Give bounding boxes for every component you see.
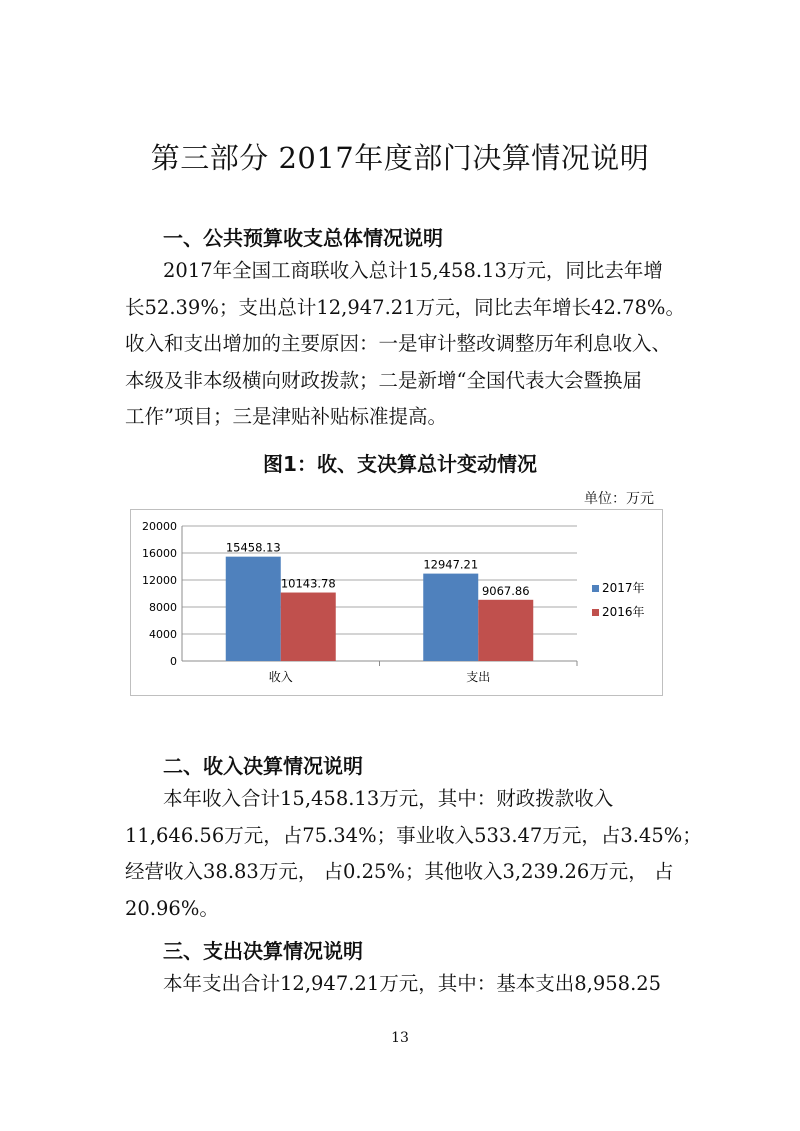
chart-frame xyxy=(131,510,663,696)
paragraph-line: 20.96%。 xyxy=(125,896,219,920)
x-tick-label: 支出 xyxy=(466,670,491,684)
legend-swatch xyxy=(592,585,599,592)
legend-swatch xyxy=(592,609,599,616)
y-tick-label: 20000 xyxy=(142,520,177,533)
legend-label: 2017年 xyxy=(602,581,645,595)
page-number: 13 xyxy=(391,1030,409,1046)
data-label: 12947.21 xyxy=(423,557,479,572)
bar-2017 xyxy=(423,574,478,661)
section3-heading: 三、支出决算情况说明 xyxy=(163,939,363,963)
paragraph-line: 长52.39%；支出总计12,947.21万元，同比去年增长42.78%。 xyxy=(125,295,685,319)
data-label: 9067.86 xyxy=(481,583,530,598)
bar-2016 xyxy=(478,600,533,661)
section2-heading: 二、收入决算情况说明 xyxy=(163,754,363,778)
y-tick-label: 4000 xyxy=(149,628,177,641)
bar-chart xyxy=(130,509,663,696)
paragraph-line: 本年收入合计15,458.13万元，其中：财政拨款收入 xyxy=(163,787,614,810)
y-tick-label: 0 xyxy=(170,655,177,668)
paragraph-line: 经营收入38.83万元， 占0.25%；其他收入3,239.26万元， 占 xyxy=(125,860,674,883)
paragraph-line: 本年支出合计12,947.21万元，其中：基本支出8,958.25 xyxy=(163,972,662,995)
data-label: 10143.78 xyxy=(280,576,336,591)
data-label: 15458.13 xyxy=(225,540,281,555)
legend-label: 2016年 xyxy=(602,605,645,619)
section3-paragraph xyxy=(125,966,685,1003)
bar-2016 xyxy=(281,593,336,661)
y-tick-label: 16000 xyxy=(142,547,177,560)
section1-heading: 一、公共预算收支总体情况说明 xyxy=(163,226,443,250)
paragraph-line: 工作”项目；三是津贴补贴标准提高。 xyxy=(125,405,447,428)
paragraph-line: 收入和支出增加的主要原因：一是审计整改调整历年利息收入、 xyxy=(125,332,672,355)
paragraph-line: 11,646.56万元，占75.34%；事业收入533.47万元，占3.45%； xyxy=(125,823,702,847)
section2-paragraph xyxy=(125,781,702,927)
section1-paragraph xyxy=(125,253,685,436)
page-title: 第三部分 2017年度部门决算情况说明 xyxy=(150,141,650,175)
unit-label: 单位：万元 xyxy=(584,491,654,507)
figure-title: 图1：收、支决算总计变动情况 xyxy=(263,452,537,476)
x-tick-label: 收入 xyxy=(268,670,293,684)
y-tick-label: 12000 xyxy=(142,574,177,587)
paragraph-line: 2017年全国工商联收入总计15,458.13万元，同比去年增 xyxy=(163,259,663,282)
y-tick-label: 8000 xyxy=(149,601,177,614)
bar-2017 xyxy=(226,557,281,661)
paragraph-line: 本级及非本级横向财政拨款；二是新增“全国代表大会暨换届 xyxy=(125,368,642,392)
